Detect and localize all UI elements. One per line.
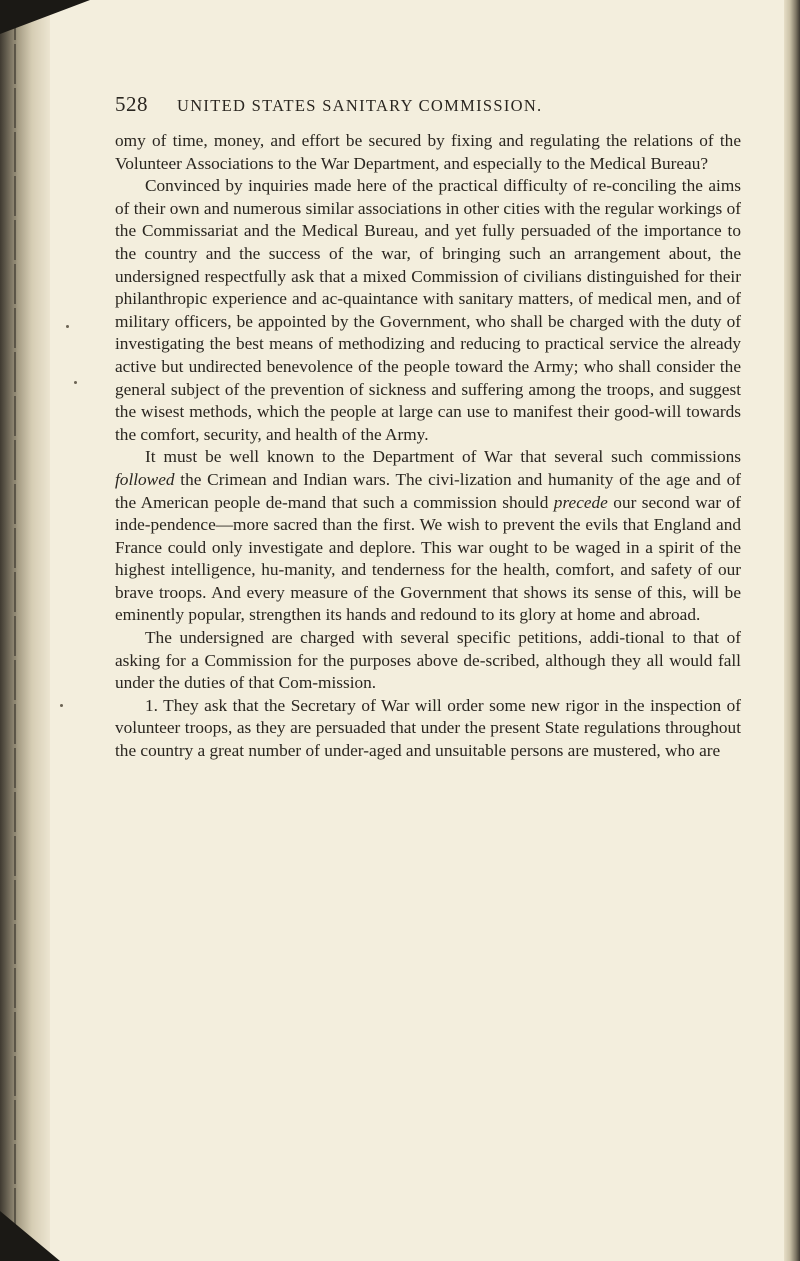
scan-corner-bottom	[0, 1211, 60, 1261]
text-run: 1. They ask that the Secretary of War will order some new rigor in the inspection of volunteer troops, as they are persuaded that under the present State regulations throughout the country a great number of under-aged and unsuitable persons are mustered, who are	[115, 695, 741, 761]
scan-speck	[60, 704, 63, 707]
paragraph	[115, 130, 741, 175]
scan-speck	[66, 325, 69, 328]
paragraph	[115, 446, 741, 627]
paragraph	[115, 627, 741, 695]
text-run: the Crimean and Indian wars. The civi-lization and humanity of the age and of the American people de-mand that such a commission should	[115, 469, 741, 512]
scan-corner-top	[0, 0, 90, 34]
italic-text: precede	[553, 492, 608, 512]
italic-text: followed	[115, 469, 175, 489]
text-run: omy of time, money, and effort be secured by fixing and regulating the relations of the Volunteer Associations to the War Department, and especially to the Medical Bureau?	[115, 131, 741, 173]
paragraph	[115, 695, 741, 763]
binding-gutter	[0, 0, 50, 1261]
page-edge	[784, 0, 800, 1261]
book-page	[115, 92, 741, 763]
page-body	[115, 130, 741, 763]
scan-speck	[74, 381, 77, 384]
text-run: The undersigned are charged with several specific petitions, addi-tional to that of asking for a Commission for the purposes above de-scribed, although they all would fall under the duties of that Com-mission.	[115, 628, 741, 693]
text-run: our second war of inde-pendence—more sacred than the first. We wish to prevent the evils that England and France could only investigate and deplore. This war ought to be waged in a spirit of the highest intelligence, hu-manity, and tenderness for the health, comfort, and safety of our brave troops. And every measure of the Government that shows its sense of this, will be eminently popular, strengthen its hands and redound to its glory at home and abroad.	[115, 492, 741, 625]
running-title: UNITED STATES SANITARY COMMISSION.	[177, 96, 543, 115]
running-head	[115, 92, 741, 126]
text-run: It must be well known to the Department of War that several such commissions	[145, 447, 741, 467]
paragraph	[115, 175, 741, 446]
page-number: 528	[115, 92, 148, 116]
text-run: Convinced by inquiries made here of the practical difficulty of re-conciling the aims of their own and numerous similar associations in other cities with the regular workings of the Commissariat and the Medical Bureau, and yet fully persuaded of the importance to the country and the success of the war, of bringing such an arrangement about, the undersigned respectfully ask that a mixed Commission of civilians distinguished for their philanthropic experience and ac-quaintance with sanitary matters, of medical men, and of military officers, be appointed by the Government, who shall be charged with the duty of investigating the best means of methodizing and reducing to practical service the already active but undirected benevolence of the people toward the Army; who shall consider the general subject of the prevention of sickness and suffering among the troops, and suggest the wisest methods, which the people at large can use to manifest their good-will towards the comfort, security, and health of the Army.	[115, 176, 741, 444]
